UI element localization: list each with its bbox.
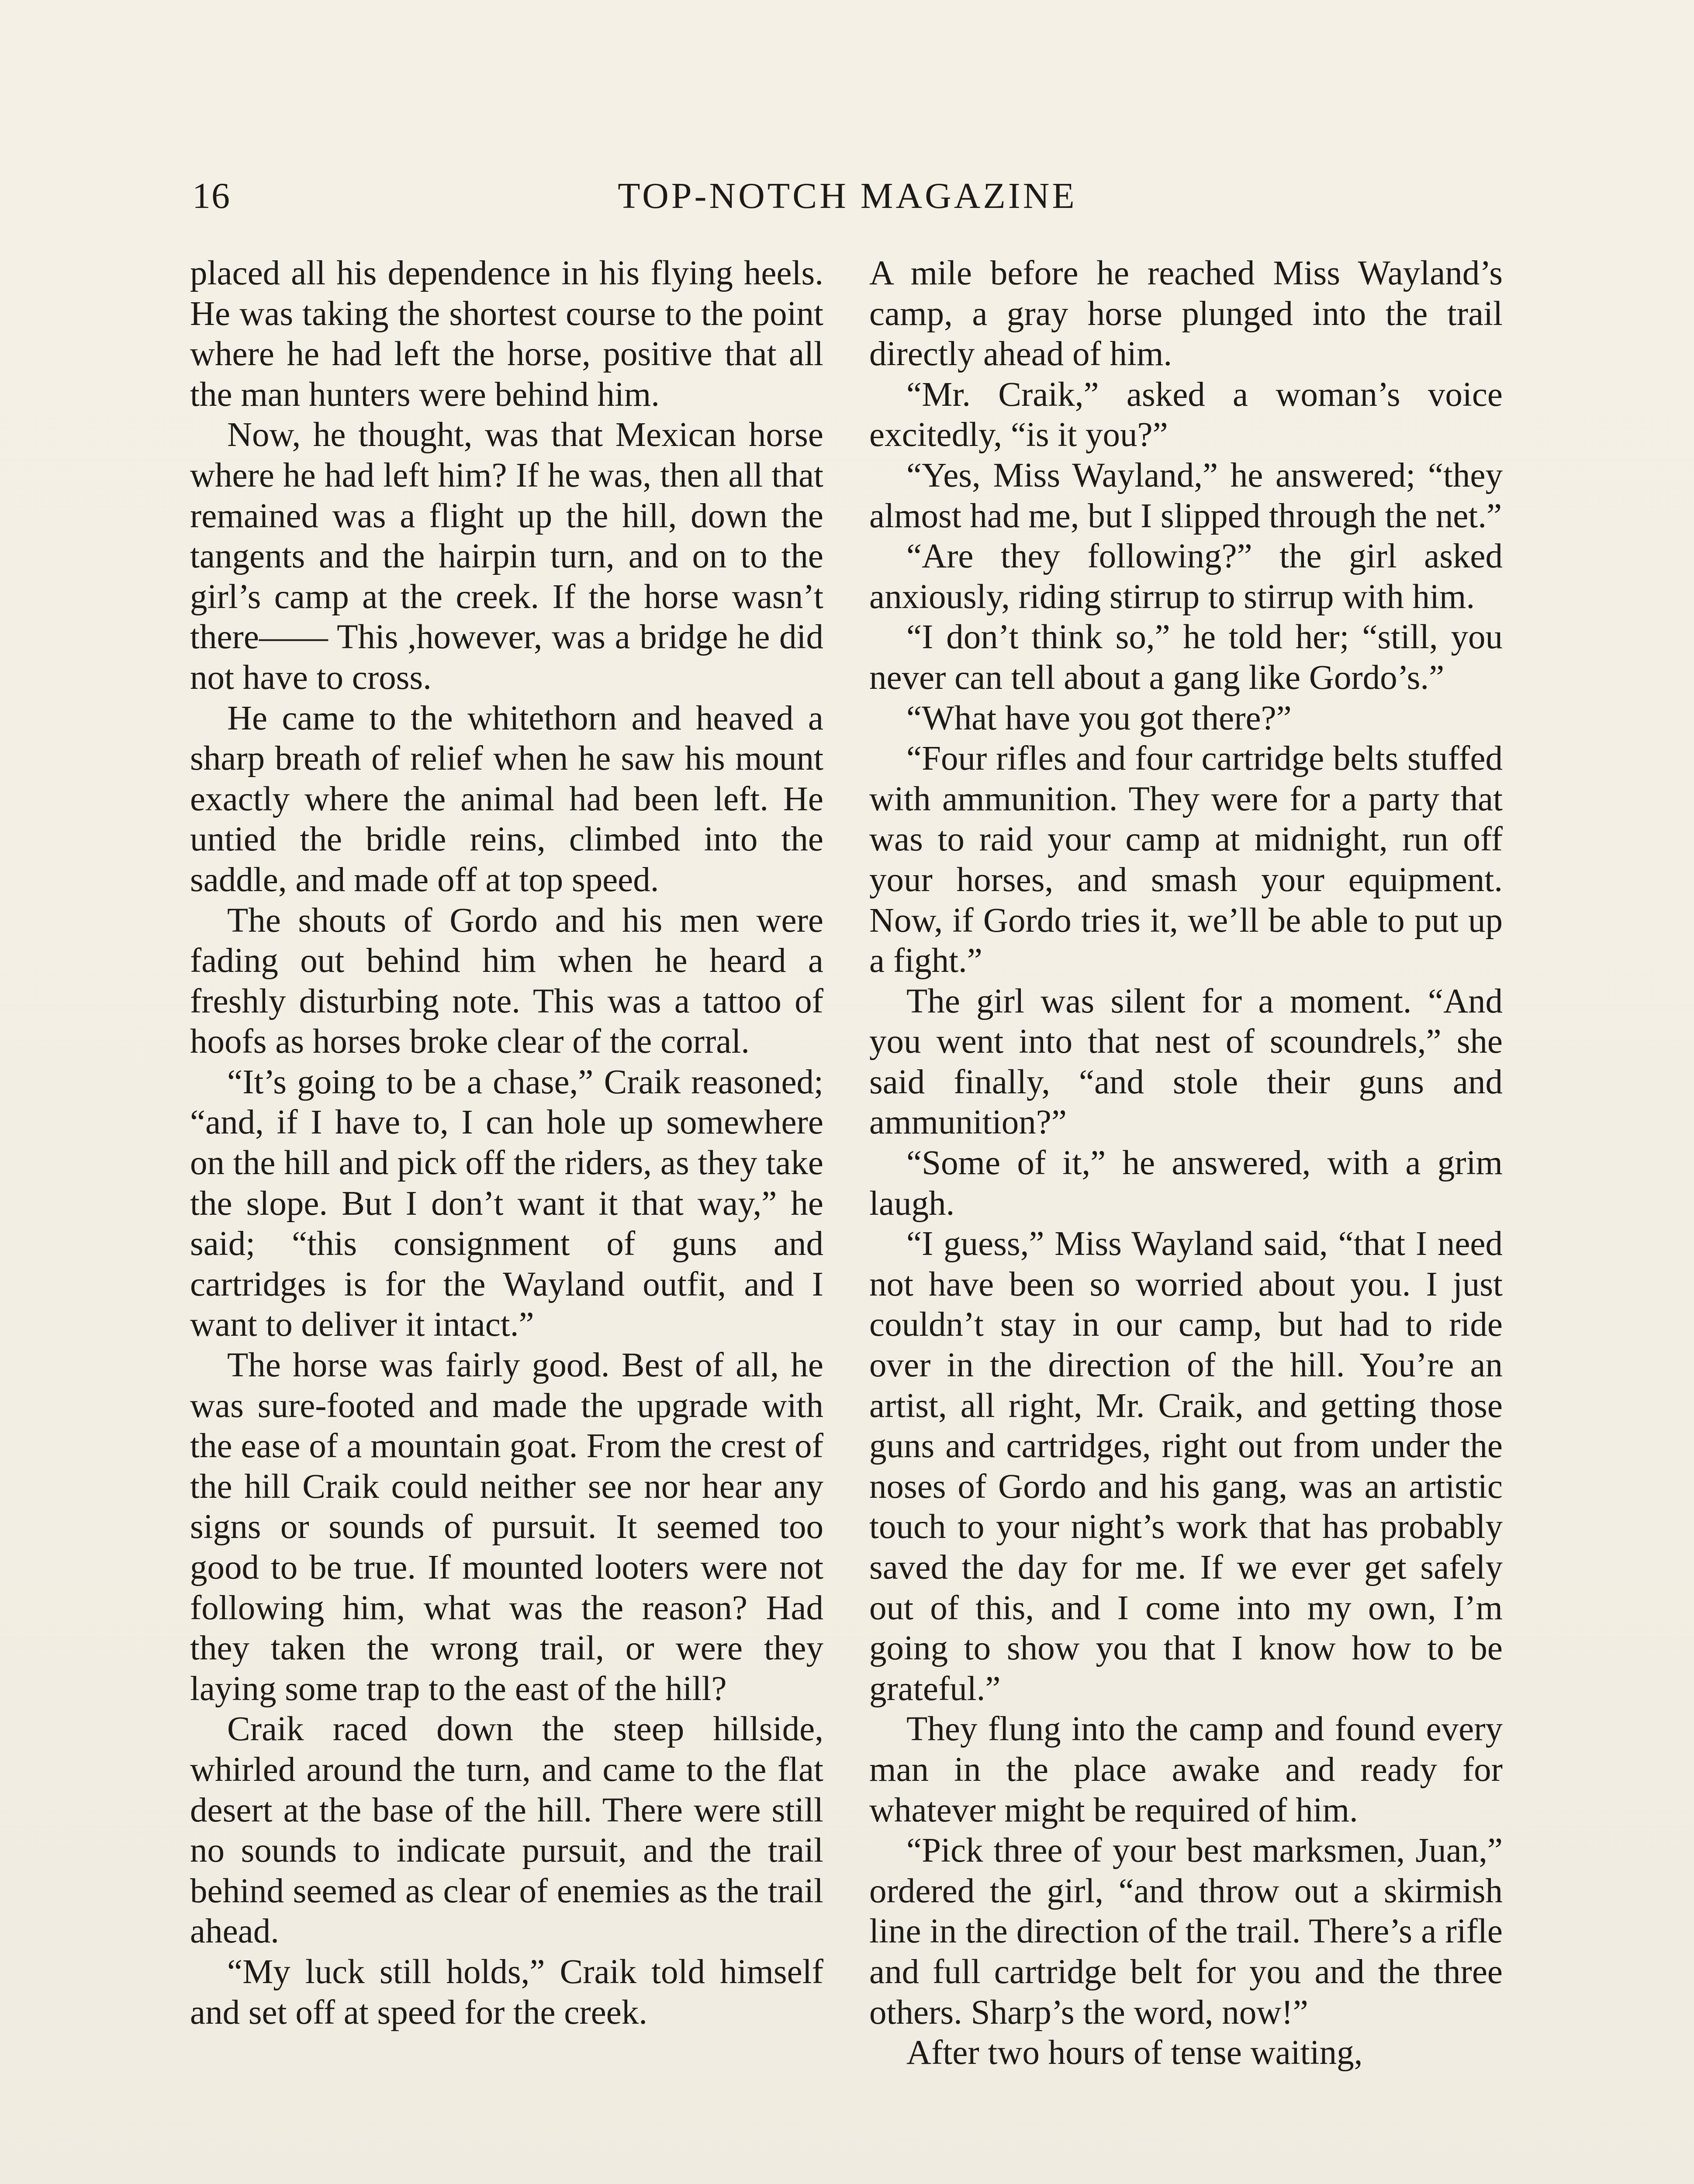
paragraph: “It’s going to be a chase,” Craik reasoned; “and, if I have to, I can hole up somewhere on the hill and pick off the riders, as they take the slope. But I don’t want it that way,” he said; “this consignment of guns and cartridges is for the Wayland outfit, and I want to deliver it intact.” — [190, 1063, 823, 1344]
paragraph: The girl was silent for a moment. “And you went into that nest of scoundrels,” she said finally, “and stole their guns and ammunition?” — [869, 982, 1503, 1142]
paragraph: “Mr. Craik,” asked a woman’s voice excitedly, “is it you?” — [869, 375, 1503, 454]
paragraph: “What have you got there?” — [906, 699, 1292, 737]
paragraph: The shouts of Gordo and his men were fading out behind him when he heard a freshly disturbing note. This was a tattoo of hoofs as horses broke clear of the corral. — [190, 901, 823, 1061]
left-column — [190, 253, 823, 2033]
page-header — [192, 175, 1503, 236]
paragraph: “Four rifles and four cartridge belts stuffed with ammunition. They were for a party that was to raid your camp at midnight, run off your horses, and smash your equipment. Now, if Gordo tries it, we’ll be able to put up a fight.” — [869, 740, 1503, 980]
paragraph: “I guess,” Miss Wayland said, “that I need not have been so worried about you. I just couldn’t stay in our camp, but had to ride over in the direction of the hill. You’re an artist, all right, Mr. Craik, and getting those guns and cartridges, right out from under the noses of Gordo and his gang, was an artistic touch to your night’s work that has probably saved the day for me. If we ever get safely out of this, and I come into my own, I’m going to show you that I know how to be grateful.” — [869, 1225, 1503, 1708]
paragraph: The horse was fairly good. Best of all, he was sure-footed and made the upgrade with the ease of a mountain goat. From the crest of the hill Craik could neither see nor hear any signs or sounds of pursuit. It seemed too good to be true. If mounted looters were not following him, what was the reason? Had they taken the wrong trail, or were they laying some trap to the east of the hill? — [190, 1346, 823, 1708]
paragraph: “I don’t think so,” he told her; “still, you never can tell about a gang like Gordo’s.” — [869, 618, 1503, 697]
running-head: TOP-NOTCH MAGAZINE — [618, 176, 1077, 216]
paragraph: “Some of it,” he answered, with a grim laugh. — [869, 1144, 1503, 1223]
right-column — [869, 253, 1503, 2073]
paragraph: Craik raced down the steep hillside, whirled around the turn, and came to the flat desert at the base of the hill. There were still no sounds to indicate pursuit, and the trail behind seemed as clear of enemies as the trail ahead. — [190, 1710, 823, 1951]
paragraph: placed all his dependence in his flying heels. He was taking the shortest course to the point where he had left the horse, positive that all the man hunters were behind him. — [190, 254, 823, 414]
page-number: 16 — [192, 176, 231, 216]
paragraph: He came to the whitethorn and heaved a sharp breath of relief when he saw his mount exactly where the animal had been left. He untied the bridle reins, climbed into the saddle, and made off at top speed. — [190, 699, 823, 899]
paragraph: After two hours of tense waiting, — [906, 2034, 1363, 2072]
paragraph: “Pick three of your best marksmen, Juan,” ordered the girl, “and throw out a skirmish line in the direction of the trail. There’s a rifle and full cartridge belt for you and the three others. Sharp’s the word, now!” — [869, 1832, 1503, 2032]
paragraph: “Yes, Miss Wayland,” he answered; “they almost had me, but I slipped through the net.” — [869, 456, 1503, 535]
paragraph: “My luck still holds,” Craik told himself and set off at speed for the creek. — [190, 1952, 823, 2032]
paragraph: They flung into the camp and found every man in the place awake and ready for whatever might be required of him. — [869, 1710, 1503, 1829]
paragraph: “Are they following?” the girl asked anxiously, riding stirrup to stirrup with him. — [869, 537, 1503, 616]
paragraph: A mile before he reached Miss Wayland’s camp, a gray horse plunged into the trail directly ahead of him. — [869, 254, 1503, 373]
paragraph: Now, he thought, was that Mexican horse where he had left him? If he was, then all that remained was a flight up the hill, down the tangents and the hairpin turn, and on to the girl’s camp at the creek. If the horse wasn’t there—— This ,however, was a bridge he did not have to cross. — [190, 416, 823, 697]
